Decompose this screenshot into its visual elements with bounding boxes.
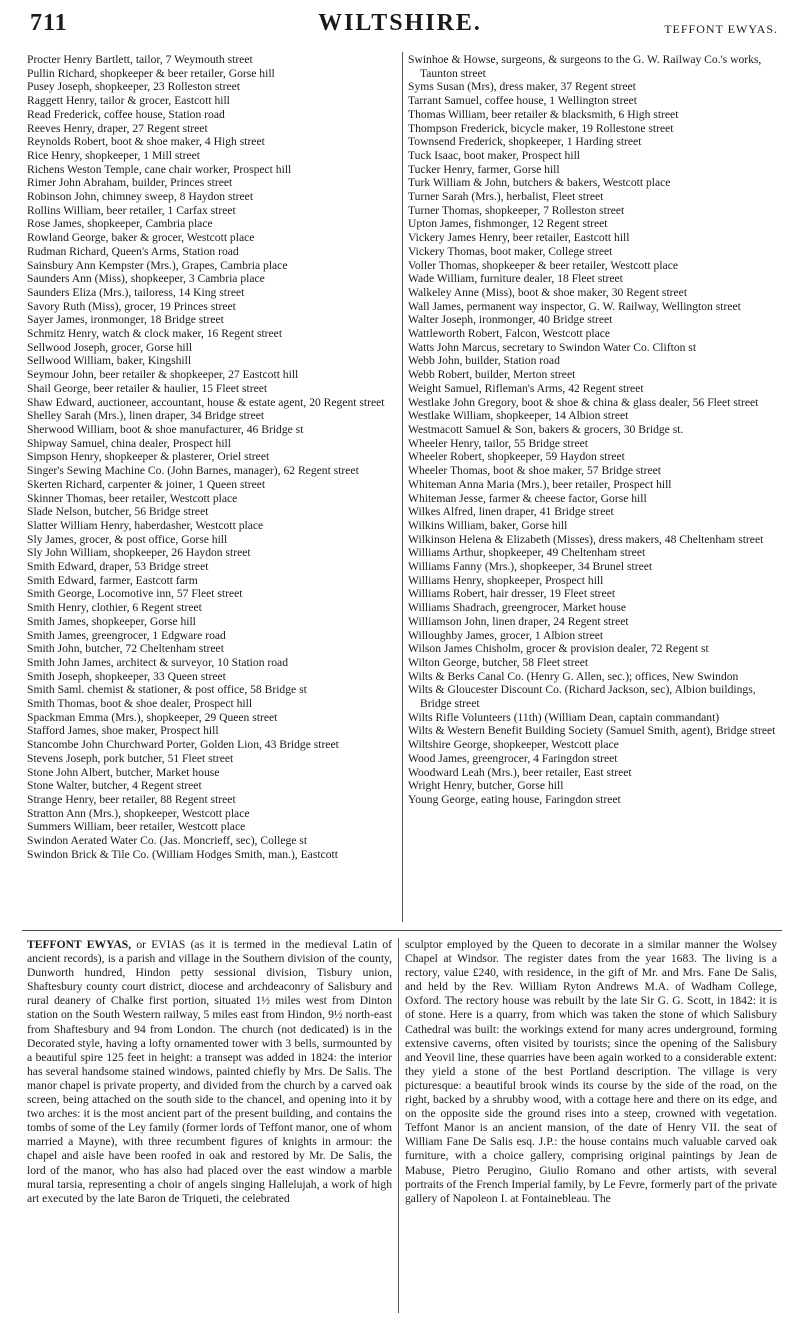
directory-entry: Wilts & Gloucester Discount Co. (Richard Jackson, sec), Albion buildings, Bridge street xyxy=(408,683,756,711)
directory-entry: Wright Henry, butcher, Gorse hill xyxy=(408,779,564,793)
directory-entry: Procter Henry Bartlett, tailor, 7 Weymouth street xyxy=(27,53,253,66)
directory-entry: Schmitz Henry, watch & clock maker, 16 Regent street xyxy=(27,327,283,341)
directory-entry: Tarrant Samuel, coffee house, 1 Wellington street xyxy=(408,94,637,108)
directory-entry: Smith Thomas, boot & shoe dealer, Prospect hill xyxy=(27,697,253,711)
directory-entry: Sayer James, ironmonger, 18 Bridge street xyxy=(27,313,224,327)
directory-entry: Wade William, furniture dealer, 18 Fleet street xyxy=(408,272,623,286)
directory-entry: Sherwood William, boot & shoe manufacturer, 46 Bridge st xyxy=(27,422,304,436)
directory-entry: Saunders Eliza (Mrs.), tailoress, 14 King street xyxy=(27,285,245,299)
directory-entry: Swinhoe & Howse, surgeons, & surgeons to the G. W. Railway Co.'s works, Taunton street xyxy=(408,53,762,80)
directory-entry: Sly John William, shopkeeper, 26 Haydon street xyxy=(27,546,251,560)
directory-entry: Walkeley Anne (Miss), boot & shoe maker, 30 Regent street xyxy=(408,285,688,299)
directory-entry: Smith Edward, draper, 53 Bridge street xyxy=(27,560,209,574)
section-rule xyxy=(22,930,782,931)
directory-entry: Saunders Ann (Miss), shopkeeper, 3 Cambria place xyxy=(27,272,265,286)
directory-entry: Vickery Thomas, boot maker, College street xyxy=(408,244,613,258)
directory-entry: Williams Arthur, shopkeeper, 49 Cheltenham street xyxy=(408,546,646,560)
directory-entry: Woodward Leah (Mrs.), beer retailer, East street xyxy=(408,765,632,779)
directory-entry: Stafford James, shoe maker, Prospect hill xyxy=(27,724,219,738)
directory-entry: Simpson Henry, shopkeeper & plasterer, Oriel street xyxy=(27,450,270,464)
directory-entry: Pullin Richard, shopkeeper & beer retailer, Gorse hill xyxy=(27,66,275,80)
directory-entry: Swindon Brick & Tile Co. (William Hodges Smith, man.), Eastcott xyxy=(27,847,338,861)
directory-entry: Tucker Henry, farmer, Gorse hill xyxy=(408,162,560,176)
directory-entry: Wilts & Berks Canal Co. (Henry G. Allen, sec.); offices, New Swindon xyxy=(408,669,739,683)
directory-entry: Williams Fanny (Mrs.), shopkeeper, 34 Brunel street xyxy=(408,560,653,574)
page-number: 711 xyxy=(30,10,68,36)
directory-entry: Robinson John, chimney sweep, 8 Haydon street xyxy=(27,190,254,204)
directory-entry: Turner Thomas, shopkeeper, 7 Rolleston street xyxy=(408,203,625,217)
directory-entry: Smith Edward, farmer, Eastcott farm xyxy=(27,573,198,587)
directory-entry: Skerten Richard, carpenter & joiner, 1 Queen street xyxy=(27,477,266,491)
directory-entry: Stancombe John Churchward Porter, Golden Lion, 43 Bridge street xyxy=(27,738,339,752)
article-right-column xyxy=(405,938,777,1206)
directory-entry: Willoughby James, grocer, 1 Albion street xyxy=(408,628,604,642)
directory-entry: Wheeler Robert, shopkeeper, 59 Haydon street xyxy=(408,450,625,464)
directory-entry: Wall James, permanent way inspector, G. W. Railway, Wellington street xyxy=(408,299,741,313)
article-right-text: sculptor employed by the Queen to decorate in a similar manner the Wolsey Chapel at Windsor. The register dates from the year 1683. The living is a rectory, value £240, with residence, in the gift of Mr. and Mrs. Fane De Salis, and held by the Rev. William Ryton Andrews M.A. of Wadham College, Oxford. The rectory house was rebuilt by the late Sir G. G. Scott, in 1842: it is of stone. Here is a quarry, from which was taken the stone of which Salisbury Cathedral was built: the workings extend for many acres underground, forming extensive caverns, often visited by tourists; since the opening of the Salisbury and Yeovil line, these quarries have been again worked to a considerable extent: they yield a stone of the best Portland description. The village is very picturesque: a beautiful brook winds its course by the side of the road, on the right, backed by a shrubby wood, with a cottage here and there on its edge, and on the opposite side the ground rises into a steep, crowned with vegetation. Teffont Manor is an ancient mansion, of the date of Henry VII. the seat of William Fane De Salis esq. J.P.: the house contains much valuable carved oak furniture, with a choice gallery, comprising original paintings by Jean de Mabuse, Pietro Perugino, Giulio Romano and other artists, with several portraits of the French Imperial family, by Le Fevre, formerly part of the private gallery of Napoleon I. at Fontainebleau. The xyxy=(405,938,777,1205)
directory-entry: Shail George, beer retailer & haulier, 15 Fleet street xyxy=(27,381,268,395)
directory-entry: Wiltshire George, shopkeeper, Westcott place xyxy=(408,738,619,752)
directory-entry: Whiteman Anna Maria (Mrs.), beer retailer, Prospect hill xyxy=(408,477,672,491)
county-title: WILTSHIRE. xyxy=(318,10,482,36)
directory-entry: Williamson John, linen draper, 24 Regent street xyxy=(408,614,629,628)
directory-entry: Strange Henry, beer retailer, 88 Regent street xyxy=(27,792,236,806)
directory-left-column xyxy=(27,53,399,861)
directory-entry: Richens Weston Temple, cane chair worker, Prospect hill xyxy=(27,162,292,176)
directory-entry: Wilts Rifle Volunteers (11th) (William Dean, captain commandant) xyxy=(408,710,720,724)
directory-entry: Stratton Ann (Mrs.), shopkeeper, Westcott place xyxy=(27,806,250,820)
directory-entry: Smith Joseph, shopkeeper, 33 Queen street xyxy=(27,669,226,683)
directory-entry: Rimer John Abraham, builder, Princes street xyxy=(27,176,233,190)
directory-entry: Raggett Henry, tailor & grocer, Eastcott hill xyxy=(27,94,230,108)
directory-entry: Wattleworth Robert, Falcon, Westcott place xyxy=(408,327,611,341)
directory-entry: Savory Ruth (Miss), grocer, 19 Princes street xyxy=(27,299,236,313)
directory-entry: Sellwood Joseph, grocer, Gorse hill xyxy=(27,340,193,354)
directory-entry: Smith Saml. chemist & stationer, & post office, 58 Bridge st xyxy=(27,683,307,697)
directory-entry: Townsend Frederick, shopkeeper, 1 Harding street xyxy=(408,135,642,149)
directory-entry: Weight Samuel, Rifleman's Arms, 42 Regent street xyxy=(408,381,644,395)
directory-entry: Webb Robert, builder, Merton street xyxy=(408,368,576,382)
directory-entry: Rowland George, baker & grocer, Westcott place xyxy=(27,231,255,245)
directory-entry: Williams Henry, shopkeeper, Prospect hill xyxy=(408,573,604,587)
directory-entry: Shaw Edward, auctioneer, accountant, house & estate agent, 20 Regent street xyxy=(27,395,385,409)
article-column-divider xyxy=(398,938,399,1313)
article-place-name: TEFFONT EWYAS, xyxy=(27,938,132,951)
directory-entry: Wilkins William, baker, Gorse hill xyxy=(408,518,568,532)
directory-entry: Young George, eating house, Faringdon street xyxy=(408,792,621,806)
directory-entry: Sly James, grocer, & post office, Gorse hill xyxy=(27,532,228,546)
directory-entry: Wilkinson Helena & Elizabeth (Misses), dress makers, 48 Cheltenham street xyxy=(408,532,764,546)
directory-entry: Westlake John Gregory, boot & shoe & china & glass dealer, 56 Fleet street xyxy=(408,395,759,409)
directory-entry: Summers William, beer retailer, Westcott place xyxy=(27,820,246,834)
directory-entry: Wheeler Thomas, boot & shoe maker, 57 Bridge street xyxy=(408,464,662,478)
directory-entry: Syms Susan (Mrs), dress maker, 37 Regent street xyxy=(408,80,636,94)
directory-entry: Stone John Albert, butcher, Market house xyxy=(27,765,220,779)
directory-entry: Westlake William, shopkeeper, 14 Albion street xyxy=(408,409,629,423)
directory-entry: Stone Walter, butcher, 4 Regent street xyxy=(27,779,202,793)
directory-entry: Shipway Samuel, china dealer, Prospect hill xyxy=(27,436,231,450)
directory-entry: Skinner Thomas, beer retailer, Westcott place xyxy=(27,491,238,505)
directory-entry: Pusey Joseph, shopkeeper, 23 Rolleston street xyxy=(27,80,241,94)
directory-entry: Voller Thomas, shopkeeper & beer retailer, Westcott place xyxy=(408,258,678,272)
column-divider xyxy=(402,52,403,922)
directory-entry: Watts John Marcus, secretary to Swindon Water Co. Clifton st xyxy=(408,340,697,354)
article-left-text: or EVIAS (as it is termed in the medieval Latin of ancient records), is a parish and village in the Southern division of the county, Dunworth hundred, Hindon petty sessional division, Tisbury union, Shaftesbury county court district, diocese and archdeaconry of Salisbury and rural deanery of Chalke first portion, situated 1½ miles west from Dinton station on the South Western railway, 5 miles east from Hindon, 9½ north-east from Shaftesbury and 94 from London. The church (not dedicated) is in the Decorated style, having a lofty ornamented tower with 3 bells, surmounted by a beautiful spire 125 feet in height: a transept was added in 1824: the interior has several handsome stained windows, painted chiefly by Mrs. De Salis. The manor chapel is private property, and divided from the church by a carved oak screen, being attached on the south side to the chancel, and opening into it by two arches: it is the most ancient part of the present building, and contains the tombs of some of the Ley family (former lords of Teffont manor, one of whom married a Mayne), with three recumbent figures of knights in armour: the chapel and aisle have been roofed in oak and restored by Mr. De Salis, the lord of the manor, who has also had placed over the east window a marble mural tarsia, representing a choir of angels singing Hallelujah, a work of high art executed by the late Baron de Triqueti, the celebrated xyxy=(27,938,392,1205)
directory-entry: Smith John, butcher, 72 Cheltenham street xyxy=(27,642,224,656)
directory-entry: Spackman Emma (Mrs.), shopkeeper, 29 Queen street xyxy=(27,710,278,724)
page-header xyxy=(0,0,800,40)
directory-entry: Reynolds Robert, boot & shoe maker, 4 High street xyxy=(27,135,265,149)
directory-entry: Rice Henry, shopkeeper, 1 Mill street xyxy=(27,148,200,162)
directory-entry: Williams Shadrach, greengrocer, Market house xyxy=(408,601,626,615)
directory-right-column xyxy=(408,53,782,807)
directory-entry: Wilton George, butcher, 58 Fleet street xyxy=(408,655,589,669)
directory-entry: Wheeler Henry, tailor, 55 Bridge street xyxy=(408,436,589,450)
directory-entry: Rudman Richard, Queen's Arms, Station road xyxy=(27,244,239,258)
directory-entry: Thompson Frederick, bicycle maker, 19 Rollestone street xyxy=(408,121,674,135)
directory-entry: Tuck Isaac, boot maker, Prospect hill xyxy=(408,148,581,162)
directory-entry: Whiteman Jesse, farmer & cheese factor, Gorse hill xyxy=(408,491,647,505)
directory-entry: Vickery James Henry, beer retailer, Eastcott hill xyxy=(408,231,630,245)
article-left-column xyxy=(27,938,392,1206)
directory-entry: Slatter William Henry, haberdasher, Westcott place xyxy=(27,518,264,532)
directory-entry: Wilts & Western Benefit Building Society (Samuel Smith, agent), Bridge street xyxy=(408,724,776,738)
directory-entry: Rose James, shopkeeper, Cambria place xyxy=(27,217,213,231)
directory-entry: Slade Nelson, butcher, 56 Bridge street xyxy=(27,505,209,519)
directory-entry: Wilson James Chisholm, grocer & provision dealer, 72 Regent st xyxy=(408,642,709,656)
directory-entry: Smith Henry, clothier, 6 Regent street xyxy=(27,601,202,615)
directory-entry: Wood James, greengrocer, 4 Faringdon street xyxy=(408,751,618,765)
directory-entry: Stevens Joseph, pork butcher, 51 Fleet street xyxy=(27,751,234,765)
directory-entry: Reeves Henry, draper, 27 Regent street xyxy=(27,121,208,135)
directory-entry: Rollins William, beer retailer, 1 Carfax street xyxy=(27,203,236,217)
directory-entry: Webb John, builder, Station road xyxy=(408,354,560,368)
directory-entry: Swindon Aerated Water Co. (Jas. Moncrieff, sec), College st xyxy=(27,834,308,848)
directory-entry: Turner Sarah (Mrs.), herbalist, Fleet street xyxy=(408,190,604,204)
directory-entry: Walter Joseph, ironmonger, 40 Bridge street xyxy=(408,313,613,327)
directory-entry: Williams Robert, hair dresser, 19 Fleet street xyxy=(408,587,616,601)
directory-entry: Thomas William, beer retailer & blacksmith, 6 High street xyxy=(408,107,679,121)
running-place-name: TEFFONT EWYAS. xyxy=(664,22,778,36)
directory-entry: Westmacott Samuel & Son, bakers & grocers, 30 Bridge st. xyxy=(408,422,684,436)
directory-entry: Sainsbury Ann Kempster (Mrs.), Grapes, Cambria place xyxy=(27,258,288,272)
directory-entry: Seymour John, beer retailer & shopkeeper, 27 Eastcott hill xyxy=(27,368,299,382)
directory-entry: Sellwood William, baker, Kingshill xyxy=(27,354,192,368)
directory-entry: Smith James, shopkeeper, Gorse hill xyxy=(27,614,196,628)
directory-entry: Wilkes Alfred, linen draper, 41 Bridge street xyxy=(408,505,614,519)
directory-entry: Shelley Sarah (Mrs.), linen draper, 34 Bridge street xyxy=(27,409,265,423)
directory-entry: Upton James, fishmonger, 12 Regent street xyxy=(408,217,608,231)
directory-entry: Singer's Sewing Machine Co. (John Barnes, manager), 62 Regent street xyxy=(27,464,359,478)
directory-entry: Smith John James, architect & surveyor, 10 Station road xyxy=(27,655,288,669)
directory-entry: Turk William & John, butchers & bakers, Westcott place xyxy=(408,176,671,190)
directory-entry: Smith George, Locomotive inn, 57 Fleet street xyxy=(27,587,243,601)
directory-entry: Smith James, greengrocer, 1 Edgware road xyxy=(27,628,226,642)
directory-entry: Read Frederick, coffee house, Station road xyxy=(27,107,225,121)
